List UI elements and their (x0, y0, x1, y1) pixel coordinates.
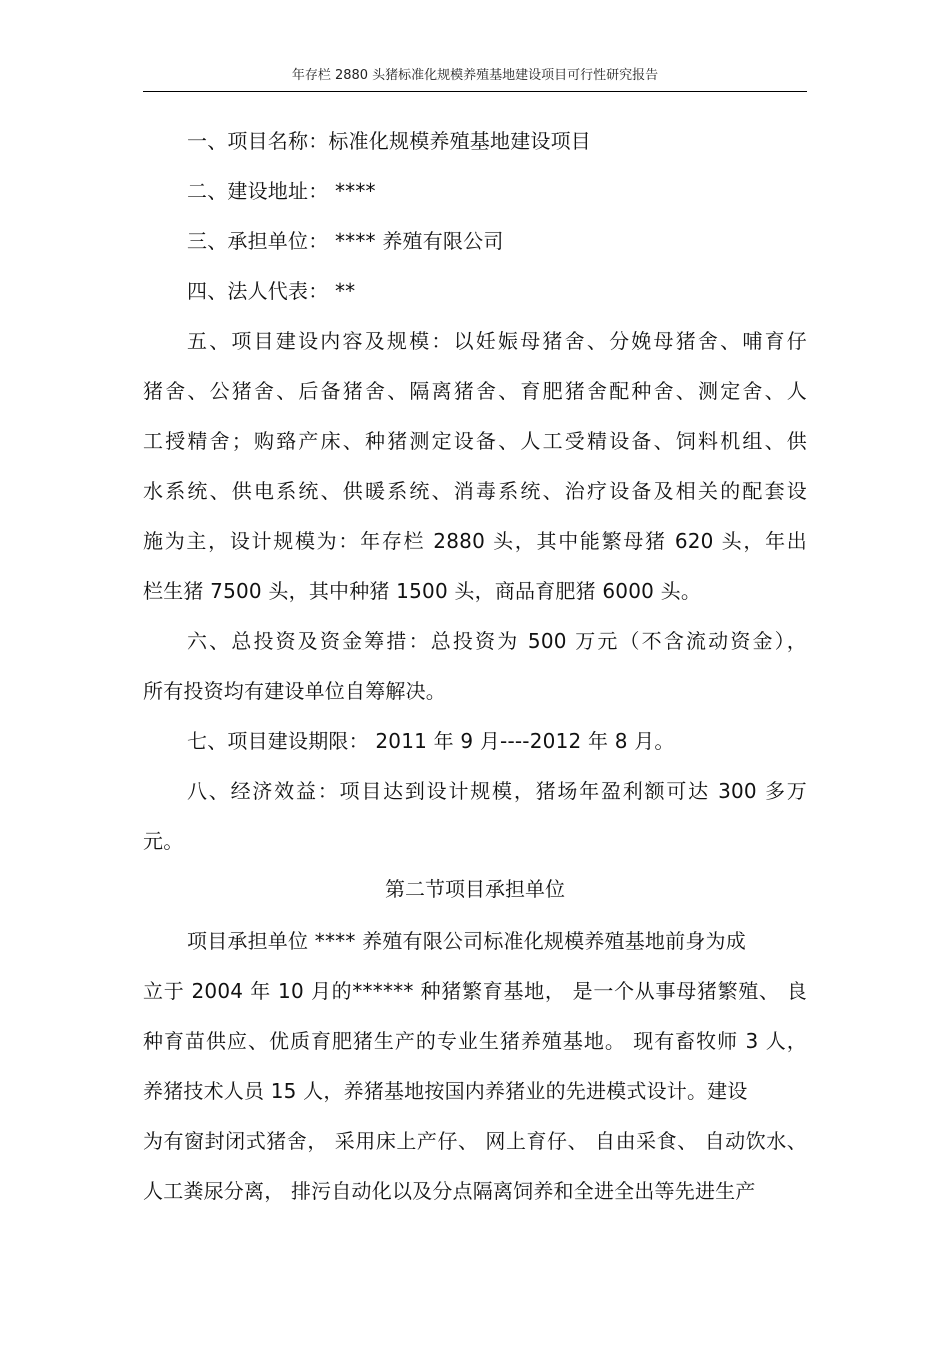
construction-site-item: 二、建设地址： **** (187, 179, 376, 203)
investment-paragraph-line: 六、总投资及资金筹措：总投资为 500 万元（不含流动资金）， (187, 629, 807, 653)
section-title: 第二节项目承担单位 (385, 877, 565, 901)
construction-period-item: 七、项目建设期限： 2011 年 9 月----2012 年 8 月。 (187, 729, 675, 753)
scope-paragraph-line: 猪舍、公猪舍、后备猪舍、隔离猪舍、育肥猪舍配种舍、测定舍、人 (143, 379, 807, 403)
section-paragraph-line: 为有窗封闭式猪舍， 采用床上产仔、 网上育仔、 自由采食、 自动饮水、 (143, 1129, 807, 1153)
economic-benefit-line: 元。 (143, 829, 184, 853)
scope-paragraph-line: 水系统、供电系统、供暖系统、消毒系统、治疗设备及相关的配套设 (143, 479, 807, 503)
economic-benefit-line: 八、经济效益：项目达到设计规模，猪场年盈利额可达 300 多万 (187, 779, 807, 803)
investment-paragraph-line: 所有投资均有建设单位自筹解决。 (143, 679, 446, 703)
scope-paragraph-line: 五、项目建设内容及规模：以妊娠母猪舍、分娩母猪舍、哺育仔 (187, 329, 807, 353)
section-paragraph-line: 种育苗供应、优质育肥猪生产的专业生猪养殖基地。 现有畜牧师 3 人， (143, 1029, 807, 1053)
scope-paragraph-line: 施为主，设计规模为：年存栏 2880 头，其中能繁母猪 620 头，年出 (143, 529, 807, 553)
scope-paragraph-line: 栏生猪 7500 头，其中种猪 1500 头，商品育肥猪 6000 头。 (143, 579, 702, 603)
legal-representative-item: 四、法人代表： ** (187, 279, 356, 303)
page-header: 年存栏 2880 头猪标准化规模养殖基地建设项目可行性研究报告 (291, 68, 659, 83)
section-paragraph-line: 养猪技术人员 15 人，养猪基地按国内养猪业的先进模式设计。建设 (143, 1079, 748, 1103)
section-paragraph-line: 项目承担单位 **** 养殖有限公司标准化规模养殖基地前身为成 (187, 929, 746, 953)
undertaking-unit-item: 三、承担单位： **** 养殖有限公司 (187, 229, 504, 253)
section-paragraph-line: 人工粪尿分离， 排污自动化以及分点隔离饲养和全进全出等先进生产 (143, 1179, 756, 1203)
header-divider (143, 91, 807, 92)
project-name-item: 一、项目名称：标准化规模养殖基地建设项目 (187, 129, 591, 153)
scope-paragraph-line: 工授精舍；购臵产床、种猪测定设备、人工受精设备、饲料机组、供 (143, 429, 807, 453)
section-paragraph-line: 立于 2004 年 10 月的****** 种猪繁育基地， 是一个从事母猪繁殖、 良 (143, 979, 807, 1003)
